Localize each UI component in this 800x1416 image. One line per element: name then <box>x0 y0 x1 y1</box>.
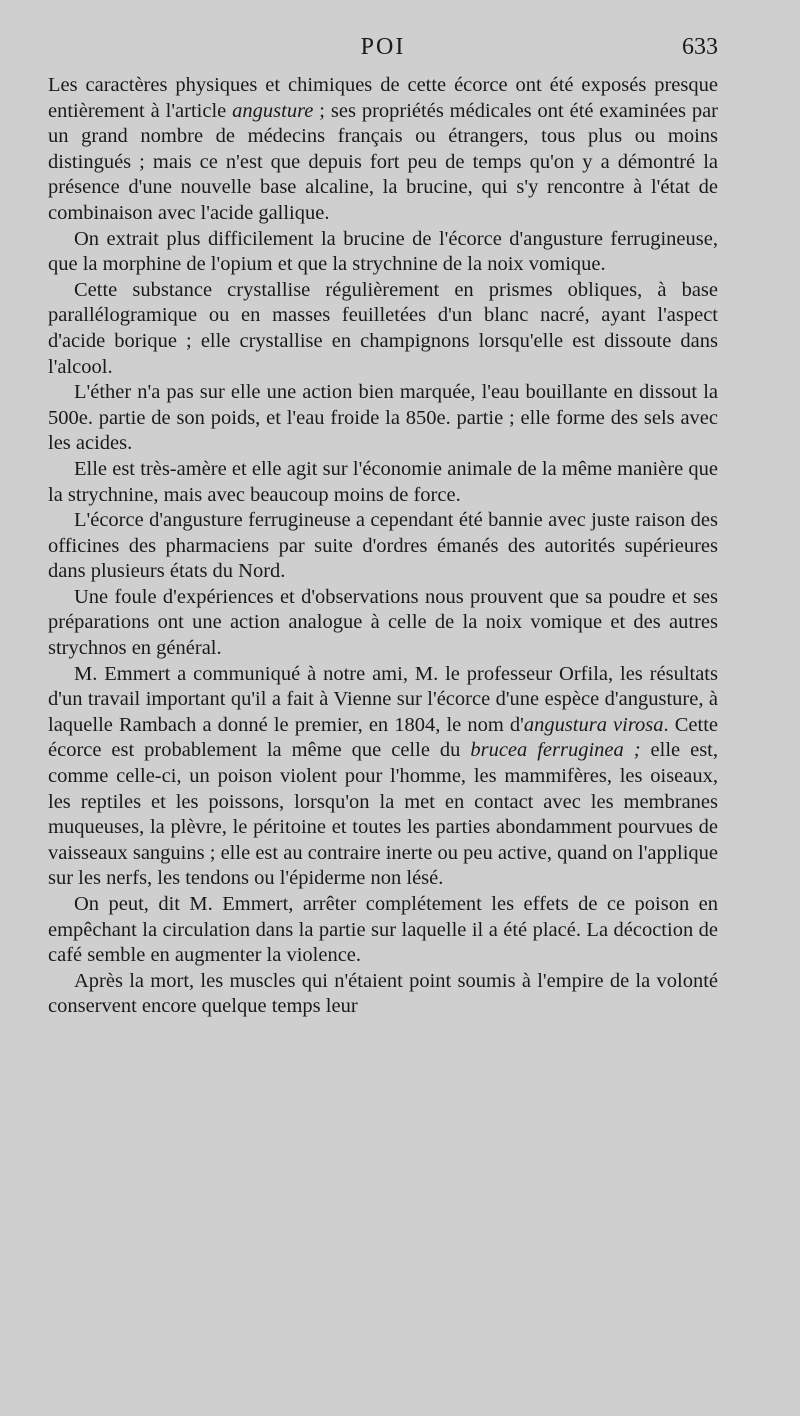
italic-text: brucea ferruginea ; <box>470 739 641 762</box>
paragraph <box>48 278 718 380</box>
page-number: 633 <box>682 34 718 60</box>
paragraph <box>48 585 718 662</box>
page-header <box>48 34 718 66</box>
text-run: L'écorce d'angusture ferrugineuse a cependant été bannie avec juste raison des officines des pharmaciens par suite d'ordres émanés des autorités supérieures dans plusieurs états du Nord. <box>48 509 718 583</box>
running-head: POI <box>360 34 406 60</box>
text-run: elle est, comme celle-ci, un poison violent pour l'homme, les mammifères, les oiseaux, les reptiles et les poissons, lorsqu'on la met en contact avec les membranes muqueuses, la plèvre, le péritoine et toutes les parties abondamment pourvues de vaisseaux sanguins ; elle est au contraire inerte ou peu active, quand on l'applique sur les nerfs, les tendons ou l'épiderme non lésé. <box>48 739 718 890</box>
text-run: On peut, dit M. Emmert, arrêter complétement les effets de ce poison en empêchant la circulation dans la partie sur laquelle il a été placé. La décoction de café semble en augmenter la violence. <box>48 893 718 967</box>
text-run: L'éther n'a pas sur elle une action bien marquée, l'eau bouillante en dissout la 500e. partie de son poids, et l'eau froide la 850e. partie ; elle forme des sels avec les acides. <box>48 381 718 455</box>
paragraph <box>48 457 718 508</box>
paragraph <box>48 73 718 227</box>
text-run: Après la mort, les muscles qui n'étaient point soumis à l'empire de la volonté conservent encore quelque temps leur <box>48 969 718 1018</box>
text-run: On extrait plus difficilement la brucine de l'écorce d'angusture ferrugineuse, que la morphine de l'opium et que la strychnine de la noix vomique. <box>48 227 718 276</box>
italic-text: angustura virosa <box>523 713 664 736</box>
paragraph <box>48 380 718 457</box>
paragraph <box>48 892 718 969</box>
text-run: Elle est très-amère et elle agit sur l'économie animale de la même manière que la strychnine, mais avec beaucoup moins de force. <box>48 457 718 506</box>
text-run: Une foule d'expériences et d'observations nous prouvent que sa poudre et ses préparations ont une action analogue à celle de la noix vomique et des autres strychnos en général. <box>48 585 718 660</box>
text-run: Les caractères physiques et chimiques de cette écorce ont été exposés presque entièrement à l'article <box>48 74 718 122</box>
text-run: . Cette écorce est probablement la même que celle du <box>48 713 719 762</box>
text-run: ; ses propriétés médicales ont été examinées par un grand nombre de médecins français ou étrangers, tous plus ou moins distingués ; mais ce n'est que depuis fort peu de temps qu'on y a démontré la présence d'une nouvelle base alcaline, la brucine, qui s'y rencontre à l'état de combinaison avec l'acide gallique. <box>48 99 718 224</box>
paragraph <box>48 227 718 278</box>
text-run: M. Emmert a communiqué à notre ami, M. le professeur Orfila, les résultats d'un travail important qu'il a fait à Vienne sur l'écorce d'une espèce d'angusture, à laquelle Rambach a donné le premier, en 1804, le nom d' <box>48 662 718 736</box>
italic-text: angusture <box>232 99 314 122</box>
page-body <box>48 73 718 1020</box>
paragraph <box>48 662 718 892</box>
paragraph <box>48 508 718 585</box>
text-run: Cette substance crystallise régulièrement en prismes obliques, à base parallélogramique ou en masses feuilletées d'un blanc nacré, ayant l'aspect d'acide borique ; elle crystallise en champignons lorsqu'elle est dissoute dans l'alcool. <box>48 278 718 378</box>
paragraph <box>48 969 718 1020</box>
